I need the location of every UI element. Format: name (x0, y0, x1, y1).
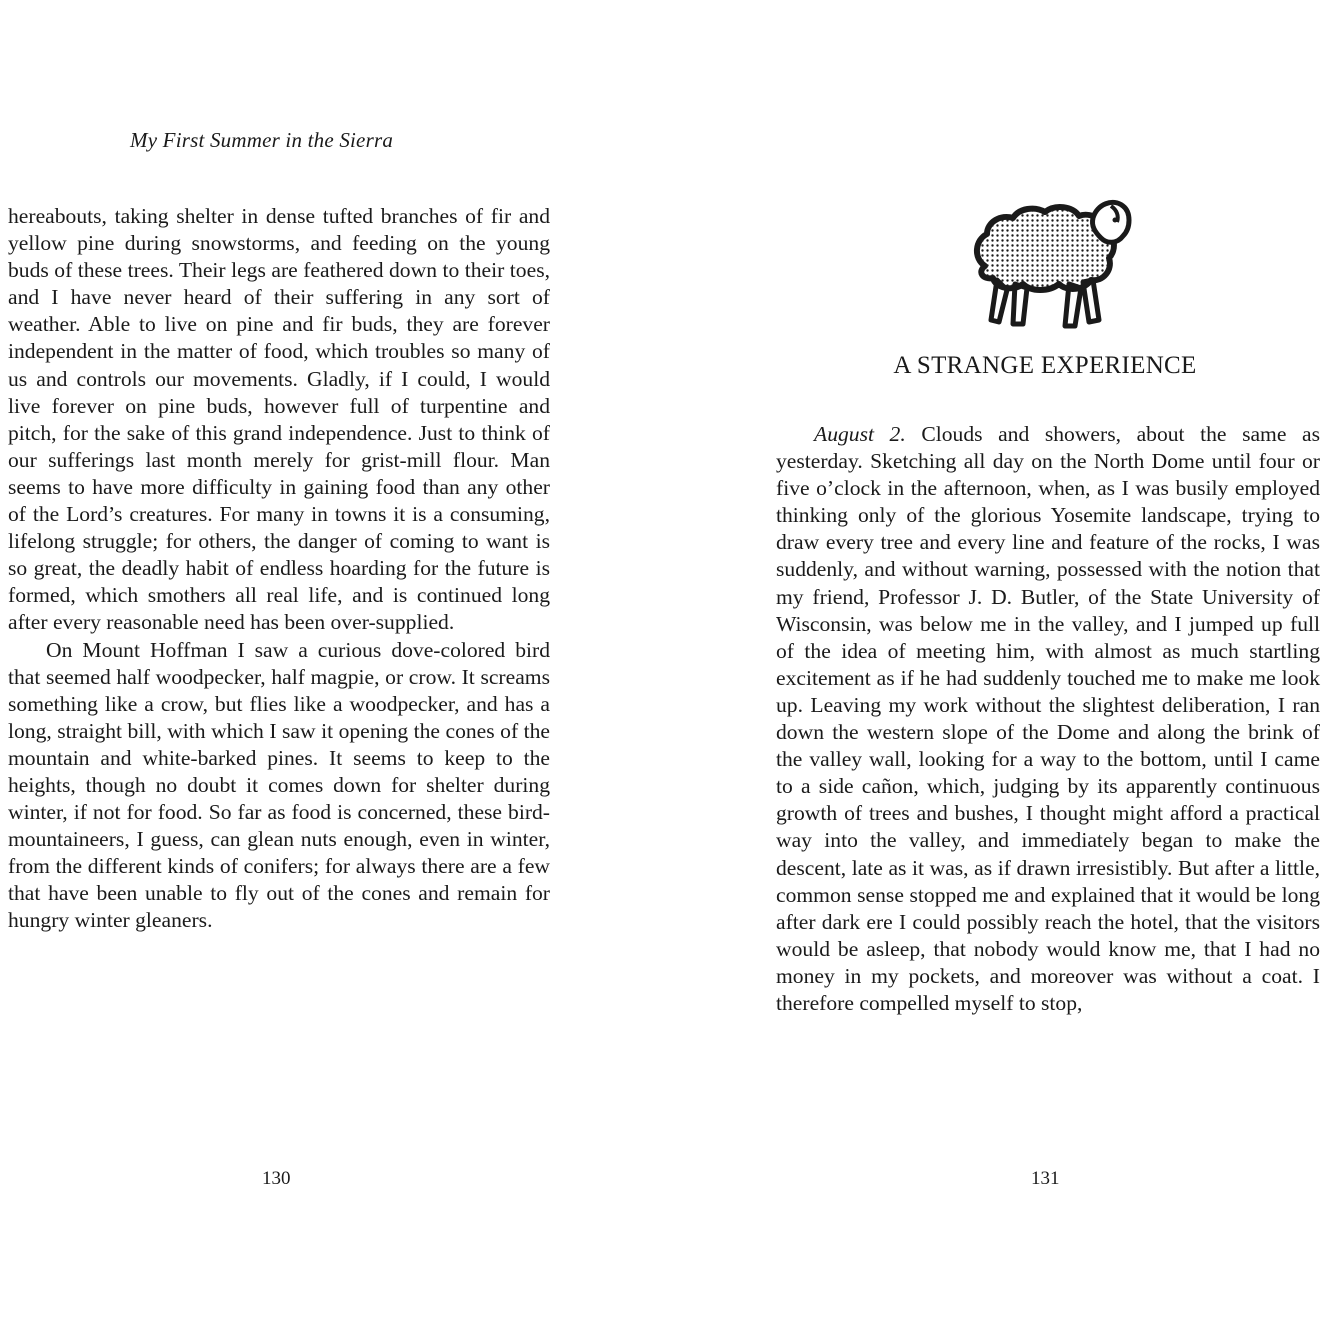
chapter-title: A STRANGE EXPERIENCE (893, 352, 1197, 379)
paragraph-text: Clouds and showers, about the same as yesterday. Sketching all day on the North Dome until four or five o’clock in the afternoon, when, as I was busily employed thinking only of the glorious Yosemite landscape, trying to draw every tree and every line and feature of the rocks, I was suddenly, and without warning, possessed with the notion that my friend, Professor J. D. Butler, of the State University of Wisconsin, was below me in the valley, and I jumped up full of the idea of meeting him, with almost as much startling excitement as if he had suddenly touched me to make me look up. Leaving my work without the slightest deliberation, I ran down the western slope of the Dome and along the brink of the valley wall, looking for a way to the bottom, until I came to a side cañon, which, judging by its apparently continuous growth of trees and bushes, I thought might afford a practical way into the valley, and immediately began to make the descent, late as it was, as if drawn irresistibly. But after a little, common sense stopped me and explained that it would be long after dark ere I could possibly reach the hotel, that the visitors would be asleep, that nobody would know me, that I had no money in my pockets, and moreover was without a coat. I therefore compelled myself to stop, (776, 422, 1320, 1015)
right-body-text (776, 421, 1320, 1017)
right-page (660, 0, 1321, 1321)
left-page (0, 0, 660, 1321)
paragraph: hereabouts, taking shelter in dense tufted branches of fir and yellow pine during snowstorms, and feeding on the young buds of these trees. Their legs are feathered down to their toes, and I have never heard of their suffering in any sort of weather. Able to live on pine and fir buds, they are forever independent in the matter of food, which troubles so many of us and controls our movements. Gladly, if I could, I would live forever on pine buds, however full of turpentine and pitch, for the sake of this grand independence. Just to think of our sufferings last month merely for grist-mill flour. Man seems to have more difficulty in gaining food than any other of the Lord’s creatures. For many in towns it is a consuming, lifelong struggle; for others, the danger of coming to want is so great, the deadly habit of endless hoarding for the future is formed, which smothers all real life, and is continued long after every reasonable need has been over-supplied. (8, 204, 550, 635)
page-number-left: 130 (262, 1168, 291, 1189)
paragraph: On Mount Hoffman I saw a curious dove-colored bird that seemed half woodpecker, half magpie, or crow. It screams something like a crow, but flies like a woodpecker, and has a long, straight bill, with which I saw it opening the cones of the mountain and white-barked pines. It seems to keep to the heights, though no doubt it comes down for shelter during winter, if not for food. So far as food is concerned, these bird-mountaineers, I guess, can glean nuts enough, even in winter, from the different kinds of conifers; for always there are a few that have been unable to fly out of the cones and remain for hungry winter gleaners. (8, 637, 550, 933)
date-lead: August 2. (814, 422, 906, 446)
sheep-icon (965, 188, 1135, 338)
page-number-right: 131 (1031, 1168, 1060, 1189)
left-body-text (8, 203, 550, 935)
running-head: My First Summer in the Sierra (130, 128, 394, 152)
paragraph (776, 421, 1320, 1017)
